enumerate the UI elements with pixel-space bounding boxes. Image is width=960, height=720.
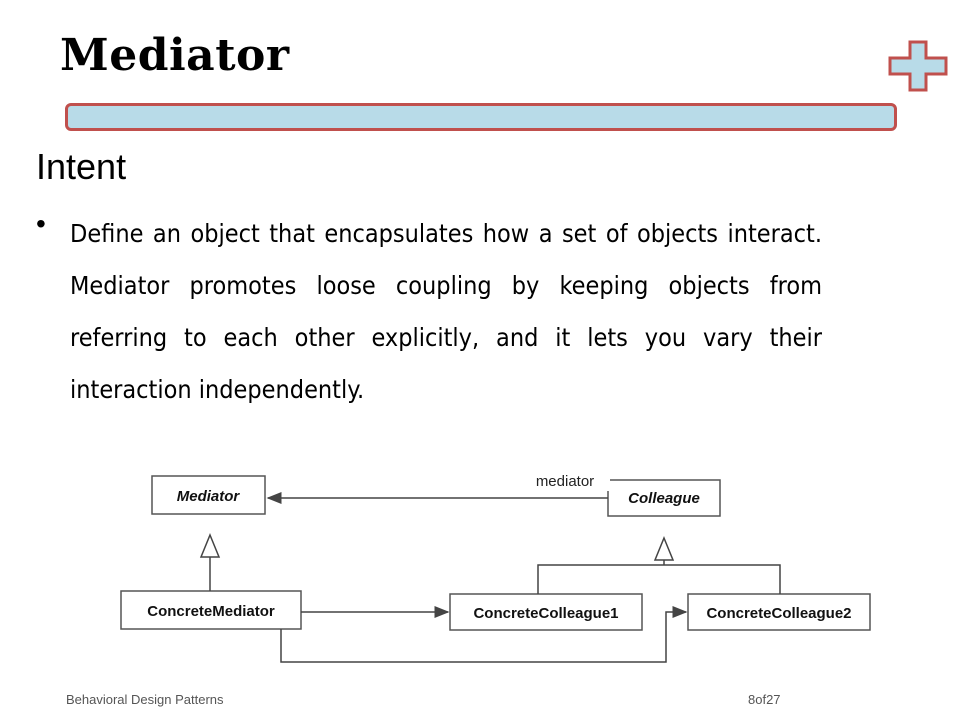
slide-title: Mediator bbox=[60, 30, 290, 81]
intent-description: Define an object that encapsulates how a set of objects interact. Mediator promotes loose coupling by keeping objects from referring to each other explicitly, and it lets you vary their interaction independently. bbox=[70, 219, 822, 404]
uml-class-diagram bbox=[60, 455, 900, 685]
colleague-inheritance-branches bbox=[538, 565, 780, 594]
title-underline-bar bbox=[65, 103, 897, 131]
bullet-marker: • bbox=[36, 208, 46, 239]
colleague-class-label: Colleague bbox=[628, 490, 700, 507]
mediator-inheritance-triangle bbox=[201, 535, 219, 557]
concrete-colleague2-label: ConcreteColleague2 bbox=[706, 605, 852, 622]
footer-page-number: 8of27 bbox=[748, 692, 781, 707]
concrete-colleague1-label: ConcreteColleague1 bbox=[473, 605, 619, 622]
section-heading: Intent bbox=[36, 146, 127, 187]
concrete-mediator-label: ConcreteMediator bbox=[147, 603, 275, 620]
colleague-inheritance-triangle bbox=[655, 538, 673, 560]
plus-icon bbox=[888, 40, 948, 92]
footer-course-name: Behavioral Design Patterns bbox=[66, 692, 224, 707]
mediator-class-label: Mediator bbox=[176, 488, 240, 505]
association-label: mediator bbox=[535, 473, 595, 490]
